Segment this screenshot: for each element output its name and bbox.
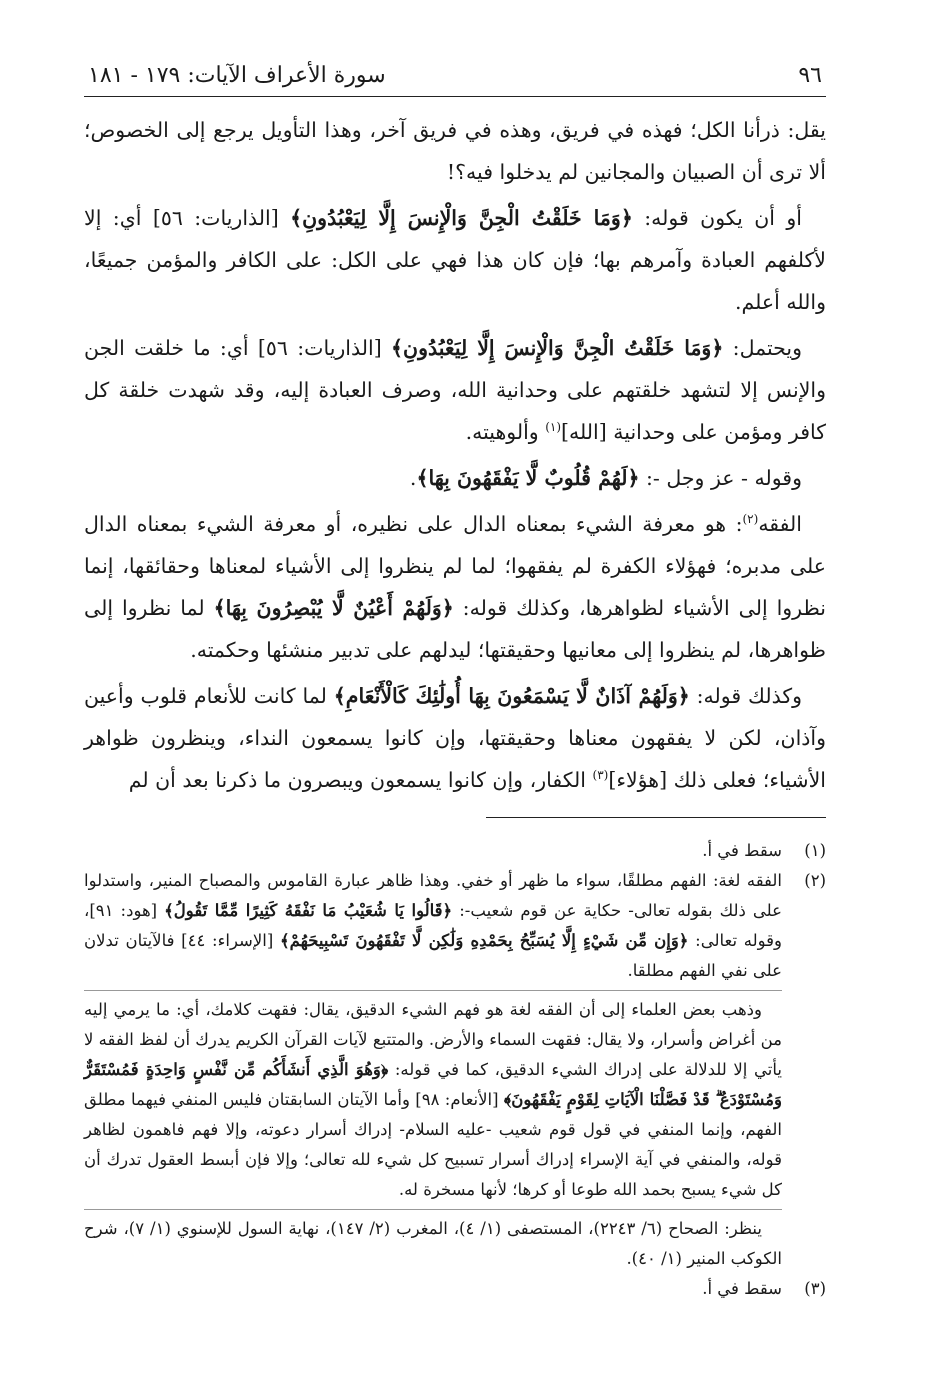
footnote-number: (١) [804, 841, 826, 860]
paragraph-6 [84, 675, 826, 801]
text: الكفار، وإن كانوا يسمعون ويبصرون ما ذكرنا بعد أن لم [128, 768, 593, 792]
paragraph-5 [84, 503, 826, 671]
text: . [409, 466, 417, 490]
quran-verse: ﴿لَهُمْ قُلُوبٌ لَّا يَفْقَهُونَ بِهَا﴾ [416, 466, 640, 490]
footnote-number: (٣) [804, 1279, 826, 1298]
footnote-paragraph [84, 990, 782, 1205]
text: الفقه [758, 512, 802, 536]
quran-verse: ﴿وَمَا خَلَقْتُ الْجِنَّ وَالْإِنسَ إِلَّا لِيَعْبُدُونِ﴾ [290, 206, 633, 230]
quran-verse: ﴿وَإِن مِّن شَيْءٍ إِلَّا يُسَبِّحُ بِحَمْدِهِ وَلَٰكِن لَّا تَفْقَهُونَ تَسْبِيحَهُمْ﴾ [279, 931, 689, 950]
book-page [84, 52, 826, 1352]
text: لما نظروا إلى ظواهرها، لم ينظروا إلى معانيها وحقيقتها؛ ليدلهم على تدبير منشئها وحكمته. [84, 596, 826, 662]
footnotes [84, 836, 826, 1304]
footnote-ref-2[interactable]: (٢) [742, 512, 759, 527]
text: وذهب بعض العلماء إلى أن الفقه لغة هو فهم الشيء الدقيق، يقال: فقهت كلامك، أي: ما يرمي إليه من أغراض وأسرار، ولا يقال: فقهت السماء والأرض. والمتتبع لآيات القرآن الكريم يدرك أن لفظ الفقه لا يأتي إلا للدلالة على إدراك الشيء الدقيق، كما في قوله: [84, 1000, 782, 1079]
paragraph-3 [84, 327, 826, 453]
text: أو أن يكون قوله: [632, 206, 802, 230]
text: : هو معرفة الشيء بمعناه الدال على نظيره، أو معرفة الشيء بمعناه الدال على مدبره؛ فهؤلاء الكفرة لم يفقهوا؛ لما لم ينظروا إلى الأشياء لمعناها وحقائقها، إنما نظروا إلى الأشياء لظواهرها، وكذلك قوله: [84, 512, 827, 620]
footnote-references: ينظر: الصحاح (٦/ ٢٢٤٣)، المستصفى (١/ ٤)، المغرب (٢/ ١٤٧)، نهاية السول للإسنوي (١/ ٧)، شرح الكوكب المنير (١/ ٤٠). [84, 1209, 782, 1274]
page-number: ٩٦ [798, 63, 822, 88]
text: [هود: ٩١]، وقوله تعالى: [84, 901, 782, 950]
text: لما كانت للأنعام قلوب وأعين وآذان، لكن لا يفقهون معناها وحقيقتها، وإن كانوا يسمعون النداء، وينظرون ظواهر الأشياء؛ فعلى ذلك [هؤلاء] [84, 684, 826, 792]
paragraph-2 [84, 197, 826, 323]
text: [الذاريات: ٥٦] أي: إلا لأكلفهم العبادة وآمرهم بها؛ فإن كان هذا فهي على الكل: على الكافر والمؤمن جميعًا، والله أعلم. [84, 206, 826, 314]
text: [الأنعام: ٩٨] وأما الآيتان السابقتان فليس المنفي فيهما مطلق الفهم، وإنما المنفي في قول قوم شعيب -عليه السلام- إدراك أسرار دعوته، وإلا فهم فاهمون لظاهر قوله، والمنفي في آية الإسراء إدراك أسرار تسبيح كل شيء لله تعالى؛ وإلا فإن أبسط العقول تدرك أن كل شيء يسبح بحمد الله طوعا أو كرها؛ لأنها مسخرة له. [84, 1090, 782, 1199]
paragraph-4 [84, 457, 826, 499]
quran-verse: ﴿وَلَهُمْ أَعْيُنٌ لَّا يُبْصِرُونَ بِهَا﴾ [213, 596, 454, 620]
text: وقوله - عز وجل -: [639, 466, 802, 490]
text: وكذلك قوله: [689, 684, 803, 708]
quran-verse: ﴿وَهُوَ الَّذِي أَنشَأَكُم مِّن نَّفْسٍ وَاحِدَةٍ فَمُسْتَقَرٌّ وَمُسْتَوْدَعٌ ۗ قَدْ فَصَّلْنَا الْآيَاتِ لِقَوْمٍ يَفْقَهُونَ﴾ [84, 1060, 782, 1109]
text: ويحتمل: [723, 336, 802, 360]
footnote-1 [84, 836, 826, 866]
main-text [84, 109, 826, 801]
chapter-title: سورة الأعراف الآيات: ١٧٩ - ١٨١ [88, 63, 386, 88]
running-header [84, 52, 826, 97]
text: [الإسراء: ٤٤] فالآيتان تدلان على نفي الفهم مطلقا. [84, 931, 782, 980]
footnote-body [84, 1274, 782, 1304]
footnote-body [84, 866, 782, 1274]
text: يقل: ذرأنا الكل؛ فهذه في فريق، وهذه في فريق آخر، وهذا التأويل يرجع إلى الخصوص؛ ألا ترى أن الصبيان والمجانين لم يدخلوا فيه؟! [84, 118, 826, 184]
quran-verse: ﴿وَمَا خَلَقْتُ الْجِنَّ وَالْإِنسَ إِلَّا لِيَعْبُدُونِ﴾ [391, 336, 724, 360]
text: وألوهيته. [465, 420, 546, 444]
text: [الذاريات: ٥٦] أي: ما خلقت الجن والإنس إلا لتشهد خلقتهم على وحدانية الله، وصرف العبادة إليه، وقد شهدت خلقة كل كافر ومؤمن على وحدانية [الله] [84, 336, 826, 444]
quran-verse: ﴿قَالُوا يَا شُعَيْبُ مَا نَفْقَهُ كَثِيرًا مِّمَّا تَقُولُ﴾ [164, 901, 453, 920]
quran-verse: ﴿وَلَهُمْ آذَانٌ لَّا يَسْمَعُونَ بِهَا أُولَٰئِكَ كَالْأَنْعَامِ﴾ [333, 684, 690, 708]
footnote-body [84, 836, 782, 866]
footnote-number: (٢) [804, 871, 826, 890]
footnote-ref-3[interactable]: (٣) [592, 768, 609, 783]
footnote-text: سقط في أ. [702, 841, 782, 860]
footnote-2 [84, 866, 826, 1274]
text: الفقه لغة: الفهم مطلقًا، سواء ما ظهر أو خفي. وهذا ظاهر عبارة القاموس والمصباح المنير، واستدلوا على ذلك بقوله تعالى- حكاية عن قوم شعيب-: [84, 871, 782, 920]
footnote-paragraph [84, 866, 782, 986]
footnote-3 [84, 1274, 826, 1304]
footnote-ref-1[interactable]: (١) [545, 420, 562, 435]
paragraph-1 [84, 109, 826, 193]
footnote-separator [486, 817, 826, 818]
footnote-text: سقط في أ. [702, 1279, 782, 1298]
